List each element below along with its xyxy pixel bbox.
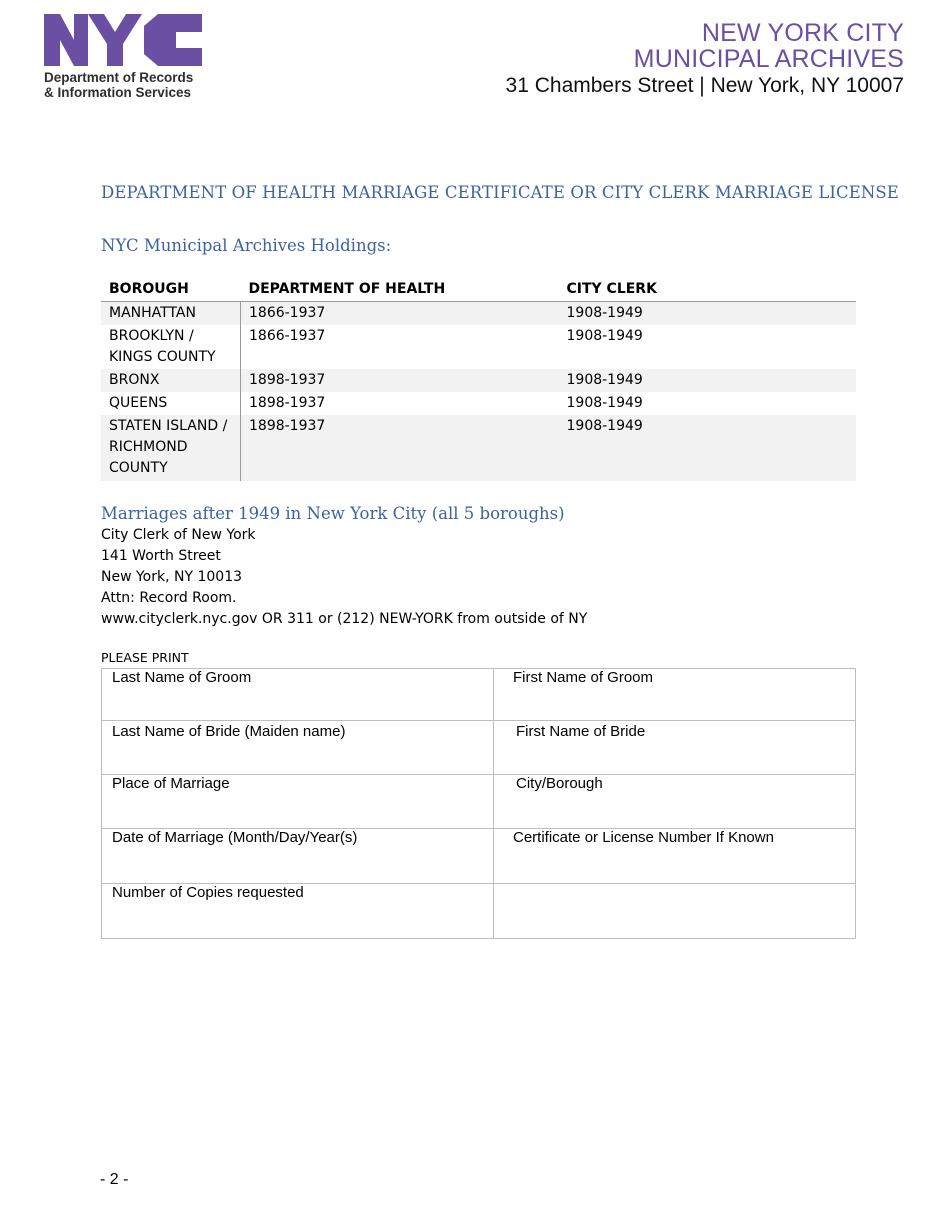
bride-last-name-field[interactable] — [102, 721, 494, 774]
field-label: Certificate or License Number If Known — [513, 829, 774, 846]
table-row — [101, 415, 856, 481]
form-row — [102, 829, 855, 884]
empty-field[interactable] — [494, 884, 855, 938]
groom-first-name-field[interactable] — [494, 669, 855, 720]
holdings-table — [101, 276, 856, 481]
table-row — [101, 325, 856, 369]
clerk-cell: 1908-1949 — [559, 369, 857, 392]
column-header: BOROUGH — [101, 276, 241, 302]
archives-line-2: MUNICIPAL ARCHIVES — [633, 45, 904, 73]
clerk-city: New York, NY 10013 — [101, 569, 243, 585]
field-label: First Name of Bride — [516, 723, 646, 740]
archives-line-1: NEW YORK CITY — [701, 19, 904, 47]
holdings-header-row — [101, 276, 856, 302]
health-cell: 1898-1937 — [241, 369, 559, 392]
field-label: Last Name of Groom — [112, 669, 252, 686]
borough-cell: BRONX — [101, 369, 241, 392]
page-number: - 2 - — [100, 1171, 129, 1188]
after-1949-section — [101, 503, 587, 630]
borough-cell: MANHATTAN — [101, 302, 241, 326]
health-cell: 1866-1937 — [249, 328, 326, 344]
form-row — [102, 669, 855, 721]
logo-line-1: Department of Records — [44, 70, 194, 85]
field-label: Place of Marriage — [112, 775, 230, 792]
nyc-logo-mark — [44, 12, 204, 68]
field-label: Date of Marriage (Month/Day/Year(s) — [112, 829, 358, 846]
form-row — [102, 721, 855, 775]
column-header: CITY CLERK — [559, 276, 857, 302]
health-cell: 1898-1937 — [249, 395, 326, 411]
groom-last-name-field[interactable] — [102, 669, 494, 720]
field-label: Last Name of Bride (Maiden name) — [112, 723, 346, 740]
clerk-contact: www.cityclerk.nyc.gov OR 311 or (212) NEW-YORK from outside of NY — [101, 611, 588, 627]
bride-first-name-field[interactable] — [494, 721, 855, 774]
health-cell: 1898-1937 — [241, 415, 559, 481]
city-borough-field[interactable] — [494, 775, 855, 828]
clerk-cell: 1908-1949 — [566, 328, 643, 344]
field-label: First Name of Groom — [513, 669, 654, 686]
table-row — [101, 302, 856, 326]
copies-requested-field[interactable] — [102, 884, 494, 938]
license-number-field[interactable] — [494, 829, 855, 883]
health-cell: 1866-1937 — [241, 302, 559, 326]
table-row — [101, 392, 856, 415]
column-header: DEPARTMENT OF HEALTH — [241, 276, 559, 302]
after-1949-heading: Marriages after 1949 in New York City (all 5 boroughs) — [101, 504, 565, 523]
clerk-cell: 1908-1949 — [559, 415, 857, 481]
clerk-cell: 1908-1949 — [559, 302, 857, 326]
nyc-records-logo — [44, 12, 214, 100]
request-form — [101, 668, 856, 939]
clerk-attn: Attn: Record Room. — [101, 590, 237, 606]
logo-line-2: & Information Services — [44, 85, 192, 100]
form-row — [102, 775, 855, 829]
clerk-street: 141 Worth Street — [101, 548, 221, 564]
form-row — [102, 884, 855, 938]
archives-address: 31 Chambers Street | New York, NY 10007 — [505, 74, 904, 97]
page-title: DEPARTMENT OF HEALTH MARRIAGE CERTIFICATE OR CITY CLERK MARRIAGE LICENSE — [101, 183, 899, 202]
clerk-cell: 1908-1949 — [566, 395, 643, 411]
holdings-heading: NYC Municipal Archives Holdings: — [101, 236, 392, 255]
borough-cell: QUEENS — [101, 392, 241, 415]
field-label: Number of Copies requested — [112, 884, 304, 901]
date-of-marriage-field[interactable] — [102, 829, 494, 883]
archives-header — [506, 20, 904, 100]
clerk-name: City Clerk of New York — [101, 527, 256, 543]
borough-cell: STATEN ISLAND / RICHMOND COUNTY — [101, 415, 241, 481]
table-row — [101, 369, 856, 392]
please-print-label: PLEASE PRINT — [101, 650, 189, 665]
field-label: City/Borough — [516, 775, 603, 792]
borough-cell: BROOKLYN / KINGS COUNTY — [101, 325, 241, 369]
place-of-marriage-field[interactable] — [102, 775, 494, 828]
